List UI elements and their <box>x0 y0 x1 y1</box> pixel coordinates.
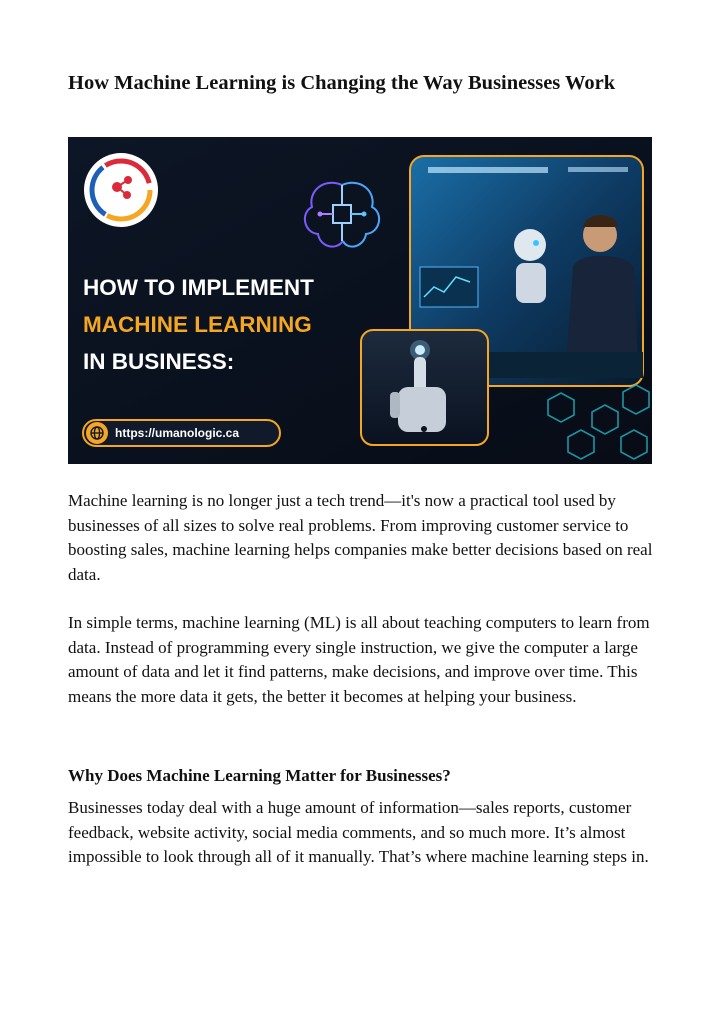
section-heading: Why Does Machine Learning Matter for Businesses? <box>68 766 451 785</box>
umanologic-logo-icon <box>84 153 158 227</box>
banner-url-pill <box>83 420 280 446</box>
banner-url: https://umanologic.ca <box>115 426 240 440</box>
banner-line-3: IN BUSINESS: <box>83 349 235 374</box>
paragraph-intro: Machine learning is no longer just a tech trend—it's now a practical tool used by businesses of all sizes to solve real problems. From improving customer service to boosting sales, machine learning helps companies make better decisions based on real data. <box>68 491 653 584</box>
article-banner-image <box>68 137 652 464</box>
banner-line-2: MACHINE LEARNING <box>83 312 312 337</box>
robotic-hand-photo <box>361 330 488 445</box>
article-title: How Machine Learning is Changing the Way Businesses Work <box>68 72 616 94</box>
paragraph-definition: In simple terms, machine learning (ML) is all about teaching computers to learn from data. Instead of programming every single instruction, we give the computer a large amount of data and let it find patterns, make decisions, and improve over time. This means the more data it gets, the better it becomes at helping your business. <box>68 613 650 706</box>
paragraph-why-matters: Businesses today deal with a huge amount of information—sales reports, customer feedback, website activity, social media comments, and so much more. It’s almost impossible to look through all of it manually. That’s where machine learning steps in. <box>68 798 649 866</box>
banner-line-1: HOW TO IMPLEMENT <box>83 275 314 300</box>
